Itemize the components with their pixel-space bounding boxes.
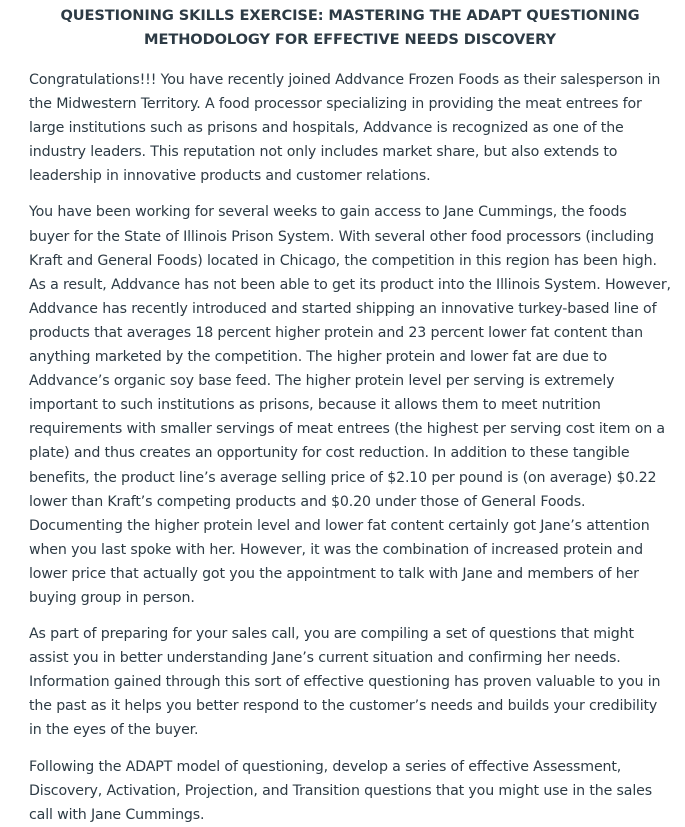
paragraph-instructions: Following the ADAPT model of questioning, develop a series of effective Assessment, Discovery, Activation, Projection, and Transition questions that you might use in the sales call with Jane Cummings. — [29, 758, 652, 823]
title-line-1: QUESTIONING SKILLS EXERCISE: MASTERING THE ADAPT QUESTIONING — [60, 7, 640, 24]
title-line-2: METHODOLOGY FOR EFFECTIVE NEEDS DISCOVERY — [144, 31, 556, 48]
paragraph-intro: Congratulations!!! You have recently joined Addvance Frozen Foods as their salesperson in the Midwestern Territory. A food processor specializing in providing the meat entrees for large institutions such as prisons and hospitals, Addvance is recognized as one of the industry leaders. This reputation not only includes market share, but also extends to leadership in innovative products and customer relations. — [29, 72, 661, 185]
paragraph-scenario: You have been working for several weeks to gain access to Jane Cummings, the foods buyer for the State of Illinois Prison System. With several other food processors (including Kraft and General Foods) located in Chicago, the competition in this region has been high. As a result, Addvance has not been able to get its product into the Illinois System. However, Addvance has recently introduced and started shipping an innovative turkey-based line of products that averages 18 percent higher protein and 23 percent lower fat content than anything marketed by the competition. The higher protein and lower fat are due to Addvance’s organic soy base feed. The higher protein level per serving is extremely important to such institutions as prisons, because it allows them to meet nutrition requirements with smaller servings of meat entrees (the highest per serving cost item on a plate) and thus creates an opportunity for cost reduction. In addition to these tangible benefits, the product line’s average selling price of $2.10 per pound is (on average) $0.22 lower than Kraft’s competing products and $0.20 under those of General Foods. Documenting the higher protein level and lower fat content certainly got Jane’s attention when you last spoke with her. However, it was the combination of increased protein and lower price that actually got you the appointment to talk with Jane and members of her buying group in person. — [29, 204, 671, 606]
paragraph-preparation: As part of preparing for your sales call, you are compiling a set of questions that might assist you in better understanding Jane’s current situation and confirming her needs. Information gained through this sort of effective questioning has proven valuable to you in the past as it helps you better respond to the customer’s needs and builds your credibility in the eyes of the buyer. — [29, 626, 661, 739]
document-title — [29, 4, 671, 52]
